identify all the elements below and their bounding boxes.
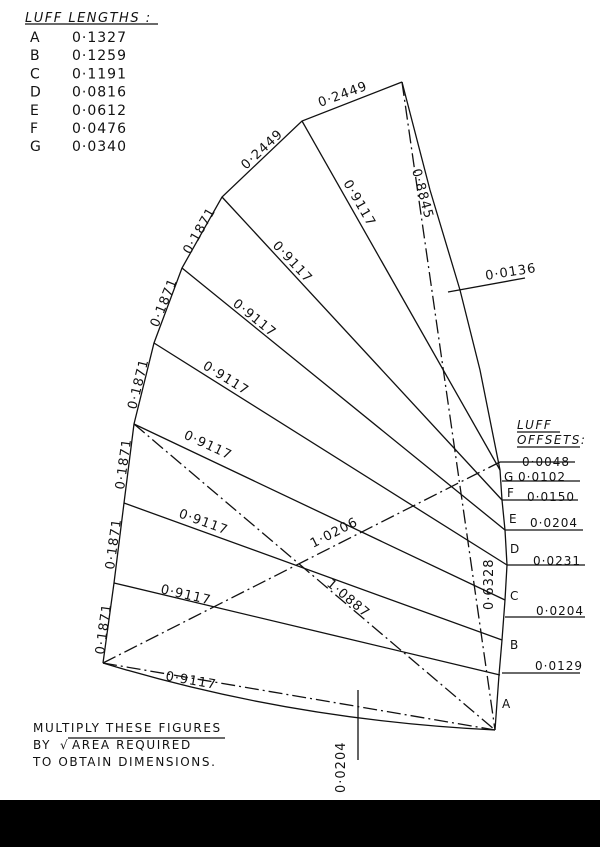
luff-length-key: D — [30, 84, 42, 101]
luff-length-key: C — [30, 66, 41, 83]
head-luff-dim: 0·8845 — [408, 167, 436, 221]
radial-dim-5: 0·9117 — [199, 358, 252, 399]
foot-chord — [103, 663, 495, 730]
offset-value-b: 0·0129 — [535, 659, 583, 673]
radial-dim-2: 0·9117 — [159, 582, 213, 609]
offset-key-g: G — [504, 470, 515, 484]
radial-dim-3: 0·9117 — [176, 506, 231, 539]
radial-dim-8: 0·9117 — [339, 177, 379, 230]
offset-value-e: 0·0204 — [530, 516, 578, 530]
luff-length-value: 0·0476 — [72, 121, 127, 137]
offset-value-c: 0·0204 — [536, 604, 584, 618]
offset-key-e: E — [509, 512, 518, 526]
luff-length-key: G — [30, 139, 42, 156]
offset-value-d: 0·0231 — [533, 554, 581, 568]
leech-dim-6: 0·1871 — [180, 204, 220, 257]
luff-length-value: 0·0340 — [72, 139, 127, 156]
offset-key-f: F — [507, 486, 515, 500]
offset-key-c: C — [510, 589, 520, 603]
radial-dim-1: 0·9117 — [164, 669, 218, 693]
note-line-1: MULTIPLY THESE FIGURES — [33, 721, 222, 735]
radial-line-7 — [302, 121, 500, 470]
note-line-2-rest: AREA REQUIRED — [72, 738, 192, 752]
luff-length-value: 0·1327 — [72, 30, 127, 46]
leech-dim-3: 0·1871 — [113, 437, 136, 491]
luff-length-value: 0·1259 — [72, 48, 127, 65]
leech-dim-1: 0·1871 — [93, 602, 116, 656]
radial-dim-7: 0·9117 — [269, 238, 316, 287]
radial-line-6 — [222, 197, 502, 500]
offset-value-g: 0·0102 — [518, 470, 566, 484]
luff-lengths-title: LUFF LENGTHS : — [25, 11, 152, 26]
leech-dim-4: 0·1871 — [125, 357, 153, 411]
sqrt-symbol: √ — [60, 738, 70, 752]
luff-length-value: 0·0816 — [72, 84, 127, 101]
luff-offsets-title-1: LUFF — [517, 418, 553, 432]
luff-length-value: 0·0612 — [72, 102, 127, 119]
diagonal-1-label: 1·0206 — [308, 514, 361, 552]
luff-length-key: A — [30, 30, 41, 46]
luff-length-key: F — [30, 121, 40, 137]
offset-value-f: 0·0150 — [527, 490, 575, 504]
offset-key-d: D — [510, 542, 521, 556]
corner-label-a: A — [502, 697, 512, 711]
radial-dim-4: 0·9117 — [181, 428, 235, 464]
leech-dim-5: 0·1871 — [147, 276, 182, 330]
radial-dim-6: 0·9117 — [229, 296, 279, 341]
diagonal-2-label: 1·0887 — [323, 576, 373, 622]
luff-length-value: 0·1191 — [72, 66, 127, 83]
luff-total-label: 0·6328 — [482, 558, 497, 610]
luff-length-key: B — [30, 48, 41, 65]
offset-value-0: 0·0048 — [522, 455, 570, 469]
diagonal-line-1 — [103, 462, 500, 663]
foot-offset-label: 0·0204 — [334, 741, 349, 793]
luff-offsets-title-2: OFFSETS: — [517, 433, 587, 447]
luff-length-key: E — [30, 102, 40, 119]
head-offset-label: 0·0136 — [484, 261, 538, 284]
offset-key-b: B — [510, 638, 520, 652]
bottom-black-band — [0, 800, 600, 847]
note-line-2-prefix: BY — [33, 738, 52, 752]
leech-dim-7: 0·2449 — [238, 126, 287, 173]
leech-dim-2: 0·1871 — [103, 517, 126, 571]
leech-dim-8: 0·2449 — [316, 79, 370, 111]
note-line-3: TO OBTAIN DIMENSIONS. — [33, 755, 217, 769]
